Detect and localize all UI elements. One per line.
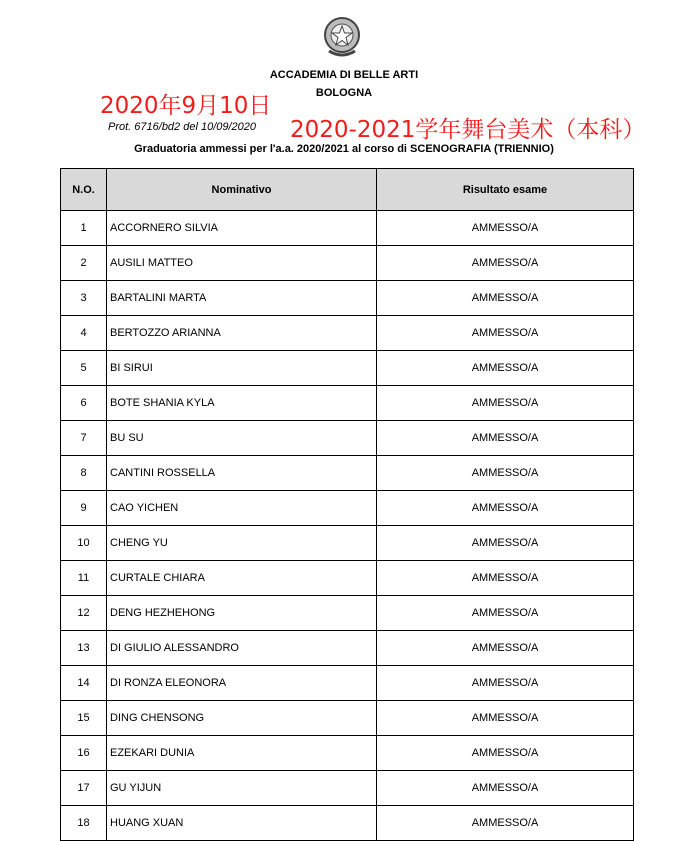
exam-result: AMMESSO/A [377, 211, 634, 246]
table-row [61, 246, 634, 281]
exam-result: AMMESSO/A [377, 561, 634, 596]
table-row [61, 771, 634, 806]
exam-result: AMMESSO/A [377, 736, 634, 771]
exam-result: AMMESSO/A [377, 456, 634, 491]
institution-city: BOLOGNA [315, 87, 373, 99]
row-number: 7 [61, 421, 107, 456]
row-number: 11 [61, 561, 107, 596]
table-row [61, 701, 634, 736]
student-name: BI SIRUI [107, 351, 377, 386]
table-row [61, 316, 634, 351]
row-number: 5 [61, 351, 107, 386]
exam-result: AMMESSO/A [377, 386, 634, 421]
table-row [61, 736, 634, 771]
exam-result: AMMESSO/A [377, 526, 634, 561]
student-name: ACCORNERO SILVIA [107, 211, 377, 246]
exam-result: AMMESSO/A [377, 246, 634, 281]
student-name: GU YIJUN [107, 771, 377, 806]
student-name: DI GIULIO ALESSANDRO [107, 631, 377, 666]
student-name: CAO YICHEN [107, 491, 377, 526]
exam-result: AMMESSO/A [377, 351, 634, 386]
table-row [61, 281, 634, 316]
exam-result: AMMESSO/A [377, 596, 634, 631]
student-name: BU SU [107, 421, 377, 456]
row-number: 6 [61, 386, 107, 421]
col-header-number: N.O. [61, 169, 107, 211]
table-row [61, 666, 634, 701]
exam-result: AMMESSO/A [377, 491, 634, 526]
table-row [61, 386, 634, 421]
row-number: 4 [61, 316, 107, 351]
row-number: 12 [61, 596, 107, 631]
course-annotation: 2020-2021学年舞台美术（本科） [290, 117, 646, 143]
exam-result: AMMESSO/A [377, 281, 634, 316]
row-number: 1 [61, 211, 107, 246]
exam-result: AMMESSO/A [377, 806, 634, 841]
row-number: 9 [61, 491, 107, 526]
institution-name: ACCADEMIA DI BELLE ARTI [269, 69, 419, 81]
row-number: 10 [61, 526, 107, 561]
row-number: 14 [61, 666, 107, 701]
row-number: 2 [61, 246, 107, 281]
date-annotation: 2020年9月10日 [100, 93, 272, 119]
col-header-result: Risultato esame [377, 169, 634, 211]
table-row [61, 491, 634, 526]
admissions-table [60, 168, 634, 841]
student-name: AUSILI MATTEO [107, 246, 377, 281]
student-name: DING CHENSONG [107, 701, 377, 736]
student-name: BOTE SHANIA KYLA [107, 386, 377, 421]
student-name: DI RONZA ELEONORA [107, 666, 377, 701]
row-number: 15 [61, 701, 107, 736]
row-number: 8 [61, 456, 107, 491]
table-row [61, 421, 634, 456]
student-name: HUANG XUAN [107, 806, 377, 841]
table-row [61, 631, 634, 666]
student-name: EZEKARI DUNIA [107, 736, 377, 771]
row-number: 16 [61, 736, 107, 771]
table-row [61, 211, 634, 246]
italian-republic-emblem-icon [321, 15, 363, 59]
row-number: 18 [61, 806, 107, 841]
exam-result: AMMESSO/A [377, 631, 634, 666]
table-row [61, 526, 634, 561]
exam-result: AMMESSO/A [377, 771, 634, 806]
student-name: DENG HEZHEHONG [107, 596, 377, 631]
exam-result: AMMESSO/A [377, 701, 634, 736]
exam-result: AMMESSO/A [377, 316, 634, 351]
table-row [61, 596, 634, 631]
student-name: CANTINI ROSSELLA [107, 456, 377, 491]
row-number: 3 [61, 281, 107, 316]
row-number: 13 [61, 631, 107, 666]
exam-result: AMMESSO/A [377, 666, 634, 701]
table-row [61, 351, 634, 386]
student-name: BERTOZZO ARIANNA [107, 316, 377, 351]
table-row [61, 561, 634, 596]
table-row [61, 456, 634, 491]
row-number: 17 [61, 771, 107, 806]
table-row [61, 806, 634, 841]
student-name: CHENG YU [107, 526, 377, 561]
protocol-line: Prot. 6716/bd2 del 10/09/2020 [108, 121, 257, 133]
col-header-name: Nominativo [107, 169, 377, 211]
document-title: Graduatoria ammessi per l'a.a. 2020/2021 al corso di SCENOGRAFIA (TRIENNIO) [134, 143, 554, 155]
student-name: CURTALE CHIARA [107, 561, 377, 596]
exam-result: AMMESSO/A [377, 421, 634, 456]
student-name: BARTALINI MARTA [107, 281, 377, 316]
